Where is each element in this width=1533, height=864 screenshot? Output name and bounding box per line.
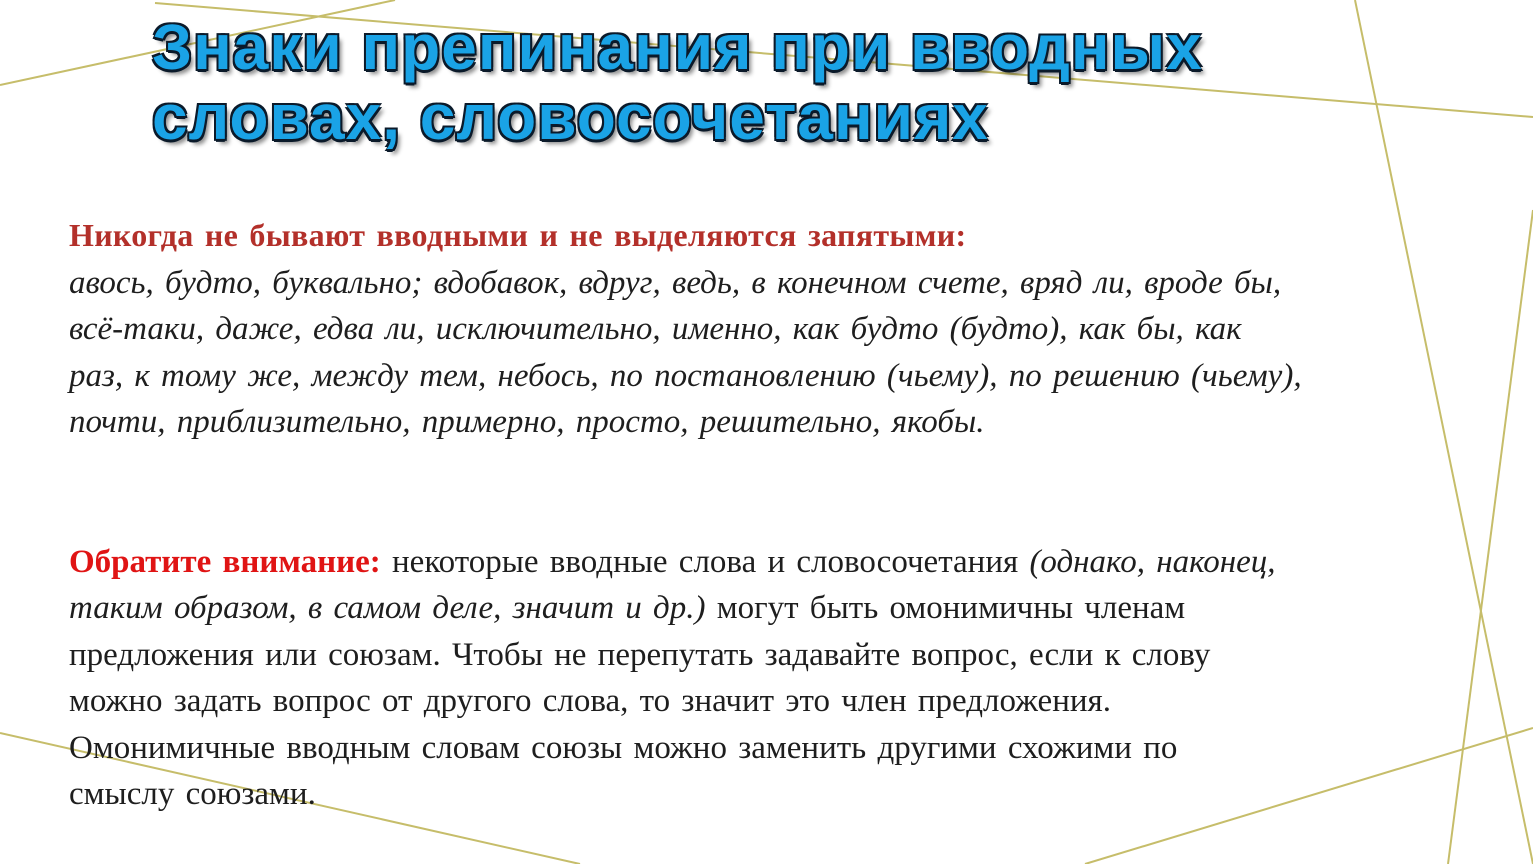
- note-line-3: предложения или союзам. Чтобы не перепутать задавайте вопрос, если к слову: [69, 636, 1211, 673]
- note-line-1-text: некоторые вводные слова и словосочетания: [380, 543, 1030, 580]
- slide-content: [69, 212, 1469, 818]
- title-line-1: Знаки препинания при вводных: [152, 11, 1203, 83]
- page-title: [152, 12, 1402, 152]
- note-line-4: можно задать вопрос от другого слова, то значит это член предложения.: [69, 683, 1111, 719]
- never-introductory-heading: Никогда не бывают вводными и не выделяются запятыми:: [69, 217, 967, 253]
- note-block: [69, 539, 1469, 818]
- word-list-line-4: почти, приблизительно, примерно, просто, решительно, якобы.: [69, 404, 985, 440]
- note-line-1-italic: (однако, наконец,: [1029, 543, 1276, 580]
- word-list-line-3: раз, к тому же, между тем, небось, по постановлению (чьему), по решению (чьему),: [69, 357, 1302, 394]
- paragraph-spacer: [69, 446, 1469, 539]
- note-line-2: [69, 585, 1469, 632]
- note-line-2-text: могут быть омонимичны членам: [705, 590, 1186, 626]
- note-line-6: смыслу союзами.: [69, 776, 316, 812]
- word-list-line-2: всё-таки, даже, едва ли, исключительно, именно, как будто (будто), как бы, как: [69, 311, 1242, 347]
- note-line-1: [69, 539, 1469, 586]
- never-introductory-block: [69, 212, 1469, 446]
- word-list-line-1: авось, будто, буквально; вдобавок, вдруг, ведь, в конечном счете, вряд ли, вроде бы,: [69, 264, 1282, 301]
- title-line-2: словах, словосочетаниях: [152, 81, 989, 153]
- note-label: Обратите внимание:: [69, 543, 381, 580]
- note-line-5: Омонимичные вводным словам союзы можно заменить другими схожими по: [69, 729, 1178, 766]
- note-line-2-italic: таким образом, в самом деле, значит и др.): [69, 590, 706, 626]
